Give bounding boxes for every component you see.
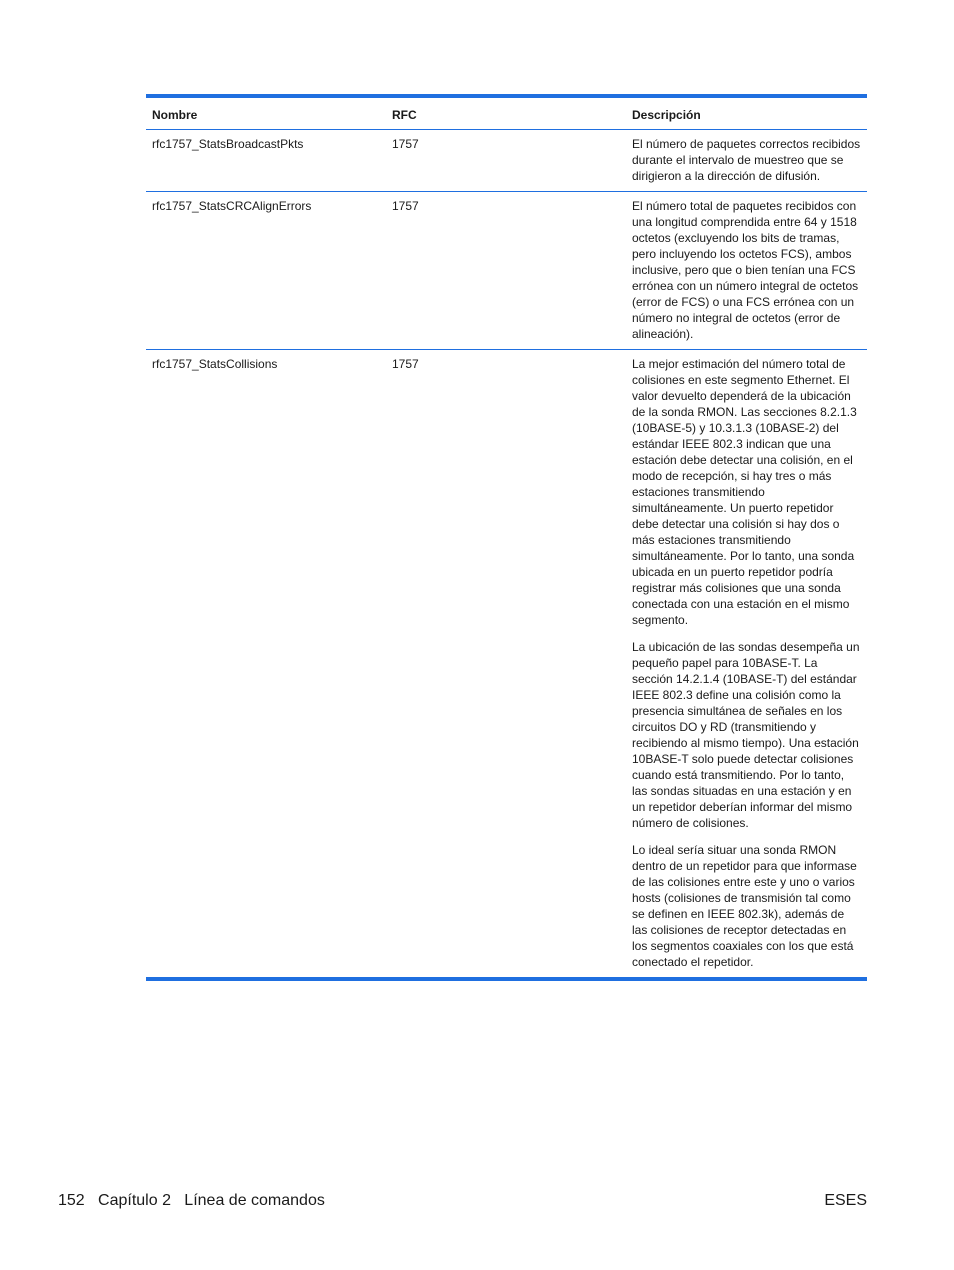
cell-description (626, 350, 867, 978)
parameter-table (146, 94, 867, 981)
cell-rfc: 1757 (386, 192, 626, 350)
description-paragraph: La ubicación de las sondas desempeña un pequeño papel para 10BASE-T. La sección 14.2.1.4 (10BASE-T) del estándar IEEE 802.3 define una colisión como la presencia simultánea de señales en los circuitos DO y RD (transmitiendo y recibiendo al mismo tiempo). Una estación 10BASE-T solo puede detectar colisiones cuando está transmitiendo. Por lo tanto, las sondas situadas en una estación y en un repetidor deberían informar del mismo número de colisiones. (632, 640, 860, 830)
page-footer-chapter: 152 Capítulo 2 Línea de comandos (58, 1192, 325, 1209)
cell-name: rfc1757_StatsCollisions (152, 357, 278, 371)
cell-description (626, 130, 867, 192)
table-row (146, 192, 867, 350)
cell-rfc: 1757 (386, 130, 626, 192)
description-paragraph: Lo ideal sería situar una sonda RMON dentro de un repetidor para que informase de las colisiones entre este y uno o varios hosts (colisiones de transmisión tal como se definen en IEEE 802.3k), además de las colisiones de receptor detectadas en los segmentos coaxiales con los que está conectado el repetidor. (632, 843, 857, 969)
description-paragraph: El número de paquetes correctos recibidos durante el intervalo de muestreo que se dirigieron a la dirección de difusión. (632, 137, 861, 183)
table-bottom-rule (146, 977, 867, 981)
cell-description (626, 192, 867, 350)
column-header-description: Descripción (626, 98, 867, 130)
table-row (146, 350, 867, 978)
cell-name: rfc1757_StatsCRCAlignErrors (146, 192, 386, 350)
table-header-row (146, 98, 867, 130)
description-paragraph: El número total de paquetes recibidos con una longitud comprendida entre 64 y 1518 octetos (excluyendo los bits de tramas, pero incluyendo los octetos FCS), ambos inclusive, pero que o bien tenían una FCS errónea con un número integral de octetos (error de FCS) o una FCS errónea con un número no integral de octetos (error de alineación). (632, 199, 859, 341)
table (146, 98, 867, 977)
description-paragraph: La mejor estimación del número total de colisiones en este segmento Ethernet. El valor devuelto dependerá de la ubicación de la sonda RMON. Las secciones 8.2.1.3 (10BASE-5) y 10.3.1.3 (10BASE-2) del estándar IEEE 802.3 indican que una estación debe detectar una colisión, en el modo de recepción, si hay tres o más estaciones transmitiendo simultáneamente. Un puerto repetidor debe detectar una colisión si hay dos o más estaciones transmitiendo simultáneamente. Por lo tanto, una sonda ubicada en un puerto repetidor podría registrar más colisiones que una sonda conectada con una estación en el mismo segmento. (632, 357, 857, 627)
cell-rfc: 1757 (392, 357, 419, 371)
column-header-rfc: RFC (386, 98, 626, 130)
cell-name: rfc1757_StatsBroadcastPkts (146, 130, 386, 192)
page-footer-locale: ESES (824, 1192, 867, 1209)
table-row (146, 130, 867, 192)
column-header-name: Nombre (146, 98, 386, 130)
